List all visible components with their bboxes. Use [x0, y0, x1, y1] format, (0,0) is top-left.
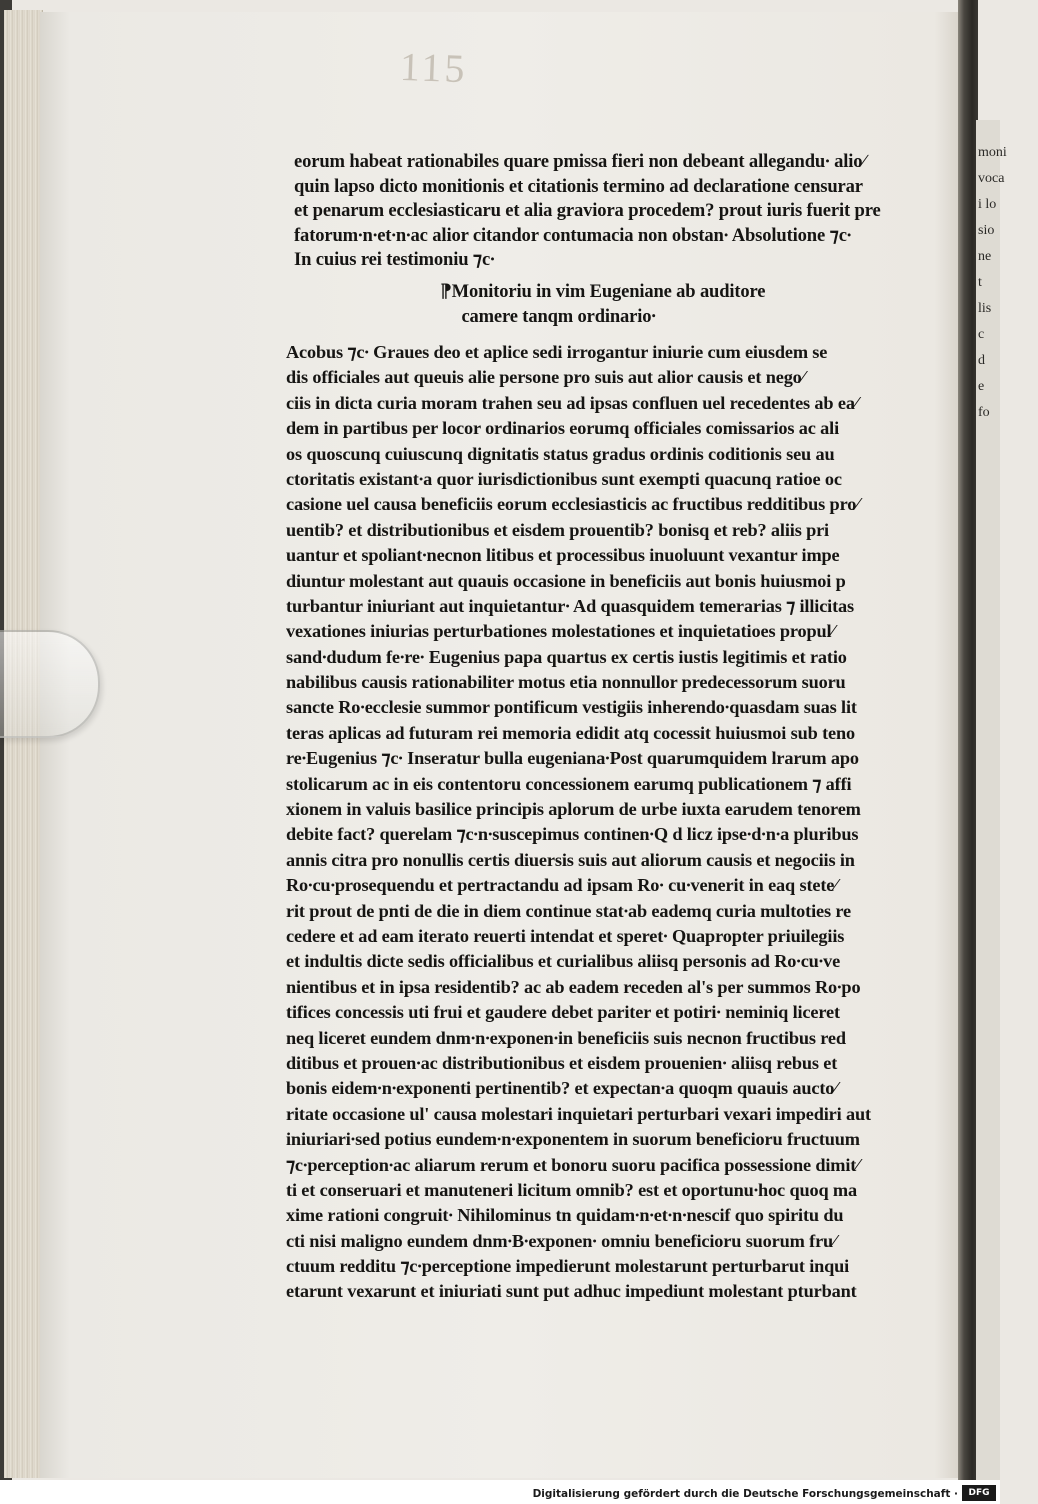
text-line: dis officiales aut queuis alie persone pro suis aut alior causis et nego∕ [286, 367, 805, 388]
body-text-block [286, 340, 946, 1305]
text-line: rit prout de pnti de die in diem continue stat∙ab eademq curia multoties re [286, 900, 851, 921]
text-line: casione uel causa beneficiis eorum ecclesiasticis ac fructibus redditibus pro∕ [286, 494, 860, 515]
text-line: ctoritatis existant∙a quor iurisdictionibus sunt exempti quacunq ratioe oc [286, 468, 842, 489]
text-line: dem in partibus per locor ordinarios eorumq officiales comissarios ac ali [286, 418, 840, 439]
text-line: nientibus et in ipsa residentib? ac ab eadem receden al's per summos Ro∙po [286, 976, 861, 997]
text-line: annis citra pro nonullis certis diuersis suis aut aliorum causis et negociis in [286, 849, 855, 870]
facing-line: fo [978, 405, 990, 420]
text-line: uantur et spoliant∙necnon litibus et processibus inuoluunt vexantur impe [286, 545, 840, 566]
text-line: ctuum redditu ⁊c∙perceptione impedierunt molestarunt perturbarut inqui [286, 1256, 850, 1277]
heading-line: camere tanqm ordinario∙ [461, 305, 656, 327]
footer-credit: Digitalisierung gefördert durch die Deutsche Forschungsgemeinschaft · [532, 1488, 958, 1500]
text-line: ⁊c∙perception∙ac aliarum rerum et bonoru suoru pacifica possessione dimit∕ [286, 1154, 860, 1175]
text-line: neq liceret eundem dnm∙n∙exponen∙in beneficiis suis necnon fructibus red [286, 1027, 846, 1048]
book-page-edges [4, 10, 43, 1478]
facing-page-text [978, 140, 1038, 426]
text-line: uentib? et distributionibus et eisdem prouentib? bonisq et reb? aliis pri [286, 519, 829, 540]
text-line: Acobus ⁊c∙ Graues deo et aplice sedi irrogantur iniurie cum eiusdem se [286, 342, 828, 362]
text-line: teras aplicas ad futuram rei memoria edidit atq cocessit huiusmoi sub teno [286, 722, 855, 743]
text-line: nabilibus causis rationabiliter motus etia nonnullor predecessorum suoru [286, 672, 846, 693]
facing-line: lis [978, 301, 992, 316]
book-gutter [958, 0, 978, 1480]
section-heading [440, 280, 840, 329]
text-line: fatorum∙n∙et∙n∙ac alior citandor contumacia non obstan∙ Absolutione ⁊c∙ [294, 224, 852, 246]
text-line: xime rationi congruit∙ Nihilominus tn quidam∙n∙et∙n∙nescif quo spiritu du [286, 1205, 844, 1226]
facing-page [976, 120, 1007, 1480]
text-line: In cuius rei testimoniu ⁊c∙ [294, 249, 495, 270]
text-line: ditibus et prouen∙ac distributionibus et eisdem prouenien∙ aliisq rebus et [286, 1052, 838, 1073]
text-line: re∙Eugenius ⁊c∙ Inseratur bulla eugeniana∙Post quarumquidem lrarum apo [286, 748, 859, 769]
text-line: cedere et ad eam iterato reuerti intendat et speret∙ Quapropter priuilegiis [286, 925, 845, 946]
facing-line: i lo [978, 197, 997, 212]
facing-line: c [978, 327, 985, 342]
facing-line: ne [978, 249, 992, 264]
footer-bar [0, 1480, 1000, 1504]
facing-line: d [978, 353, 985, 368]
facing-line: sio [978, 223, 995, 238]
facing-line: voca [978, 171, 1005, 186]
text-line: etarunt vexarunt et iniuriati sunt put adhuc impediunt molestant pturbant [286, 1281, 857, 1302]
heading-line: ⁋Monitoriu in vim Eugeniane ab auditore [440, 281, 766, 302]
text-line: sand∙dudum fe∙re∙ Eugenius papa quartus ex certis iustis legitimis et ratio [286, 646, 847, 667]
text-line: xionem in valuis basilice principis aplorum de urbe iuxta earudem tenorem [286, 799, 861, 820]
text-line: eorum habeat rationabiles quare pmissa fieri non debeant allegandu∙ alio∕ [294, 151, 866, 172]
text-line: ritate occasione ul' causa molestari inquietari perturbari vexari impediri aut [286, 1103, 871, 1124]
text-line: vexationes iniurias perturbationes molestationes et inquietatioes propul∕ [286, 621, 835, 642]
text-line: bonis eidem∙n∙exponenti pertinentib? et expectan∙a quoqm quauis aucto∕ [286, 1078, 838, 1099]
text-line: quin lapso dicto monitionis et citationis termino ad declaratione censurar [294, 175, 863, 197]
text-line: et penarum ecclesiasticaru et alia graviora procedem? prout iuris fuerit pre [294, 200, 881, 221]
facing-line: moni [978, 145, 1007, 160]
text-line: ti et conseruari et manuteneri licitum omnib? est et oportunu∙hoc quoq ma [286, 1179, 857, 1200]
text-line: et indultis dicte sedis officialibus et curialibus aliisq personis ad Ro∙cu∙ve [286, 951, 841, 972]
text-line: stolicarum ac in eis contentoru concessionem earumq publicationem ⁊ affi [286, 773, 852, 794]
text-line: os quoscunq cuiuscunq dignitatis status gradus ordinis coditionis seu au [286, 443, 835, 464]
text-line: ciis in dicta curia moram trahen seu ad ipsas confluen uel recedentes ab ea∕ [286, 392, 858, 413]
scanner-clip [0, 630, 100, 738]
text-line: sancte Ro∙ecclesie summor pontificum vestigiis inherendo∙quasdam suas lit [286, 697, 857, 718]
text-line: cti nisi maligno eundem dnm∙B∙exponen∙ omniu beneficioru suorum fru∕ [286, 1230, 836, 1251]
facing-line: t [978, 275, 982, 290]
text-line: diuntur molestant aut quauis occasione in beneficiis aut bonis huiusmoi p [286, 570, 846, 591]
text-line: Ro∙cu∙prosequendu et pertractandu ad ipsam Ro∙ cu∙venerit in eaq stete∕ [286, 875, 838, 896]
dfg-logo: DFG [962, 1485, 996, 1501]
facing-line: e [978, 379, 985, 394]
text-line: tifices concessis uti frui et gaudere debet pariter et potiri∙ neminiq liceret [286, 1002, 840, 1023]
folio-number: 115 [399, 43, 469, 92]
text-line: iniuriari∙sed potius eundem∙n∙exponentem in suorum beneficioru fructuum [286, 1129, 860, 1150]
text-line: debite fact? querelam ⁊c∙n∙suscepimus continen∙Q d licz ipse∙d∙n∙a pluribus [286, 824, 859, 845]
opening-text-block [294, 150, 944, 273]
text-line: turbantur iniuriant aut inquietantur∙ Ad quasquidem temerarias ⁊ illicitas [286, 595, 854, 616]
